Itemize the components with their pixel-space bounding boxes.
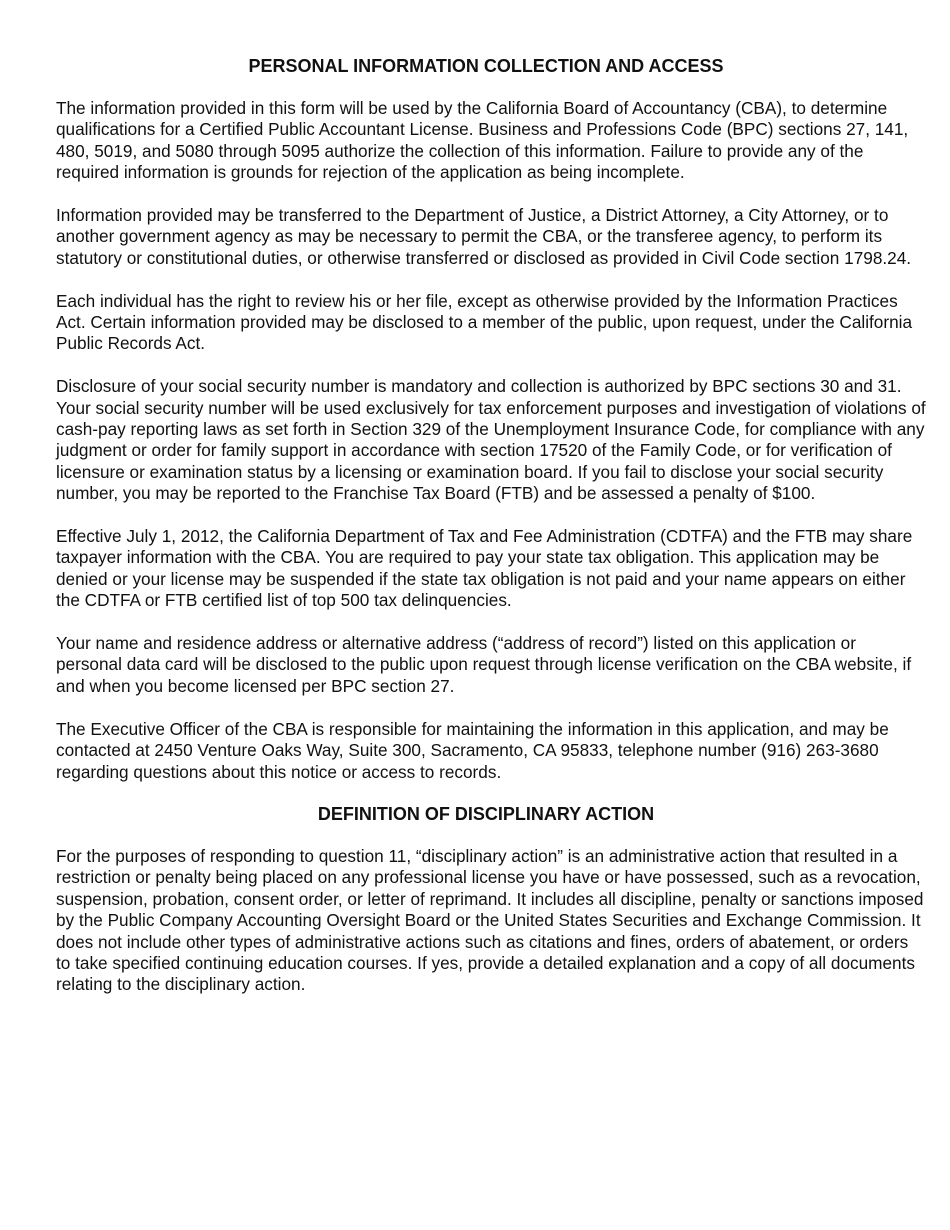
paragraph-disciplinary-action-definition: For the purposes of responding to question 11, “disciplinary action” is an administrative action that resulted in a restriction or penalty being placed on any professional license you have or have possessed, such as a revocation, suspension, probation, consent order, or letter of reprimand. It includes all discipline, penalty or sanctions imposed by the Public Company Accounting Oversight Board or the United States Securities and Exchange Commission. It does not include other types of administrative actions such as citations and fines, orders of abatement, or orders to take specified continuing education courses. If yes, provide a detailed explanation and a copy of all documents relating to the disciplinary action. (56, 845, 924, 995)
paragraph-address-of-record: Your name and residence address or alternative address (“address of record”) listed on this application or personal data card will be disclosed to the public upon request through license verification on the CBA website, if and when you become licensed per BPC section 27. (56, 633, 912, 696)
paragraph-social-security-number: Disclosure of your social security number is mandatory and collection is authorized by BPC sections 30 and 31. Your social security number will be used exclusively for tax enforcement purposes and investigation of violations of cash-pay reporting laws as set forth in Section 329 of the Unemployment Insurance Code, for compliance with any judgment or order for family support in accordance with section 17520 of the Family Code, or for verification of licensure or examination status by a licensing or examination board. If you fail to disclose your social security number, you may be reported to the Franchise Tax Board (FTB) and be assessed a penalty of $100. (56, 376, 926, 504)
paragraph-information-transfer: Information provided may be transferred to the Department of Justice, a District Attorney, a City Attorney, or to another government agency as may be necessary to permit the CBA, or the transferee agency, to perform its statutory or constitutional duties, or otherwise transferred or disclosed as provided in Civil Code section 1798.24. (56, 205, 912, 268)
document-page (56, 55, 926, 996)
paragraph-purpose-of-collection: The information provided in this form will be used by the California Board of Accountancy (CBA), to determine qualifications for a Certified Public Accountant License. Business and Professions Code (BPC) sections 27, 141, 480, 5019, and 5080 through 5095 authorize the collection of this information. Failure to provide any of the required information is grounds for rejection of the application as being incomplete. (56, 98, 909, 183)
paragraph-right-to-review: Each individual has the right to review his or her file, except as otherwise provided by the Information Practices Act. Certain information provided may be disclosed to a member of the public, upon request, under the California Public Records Act. (56, 290, 913, 354)
paragraph-state-tax-obligation: Effective July 1, 2012, the California Department of Tax and Fee Administration (CDTFA) and the FTB may share taxpayer information with the CBA. You are required to pay your state tax obligation. This application may be denied or your license may be suspended if the state tax obligation is not paid and your name appears on either the CDTFA or FTB certified list of top 500 tax delinquencies. (56, 526, 913, 611)
section-heading-disciplinary-action: DEFINITION OF DISCIPLINARY ACTION (317, 803, 655, 824)
section-heading-personal-information: PERSONAL INFORMATION COLLECTION AND ACCESS (248, 56, 724, 76)
paragraph-executive-officer-contact: The Executive Officer of the CBA is responsible for maintaining the information in this application, and may be contacted at 2450 Venture Oaks Way, Suite 300, Sacramento, CA 95833, telephone number (916) 263-3680 regarding questions about this notice or access to records. (56, 718, 889, 782)
